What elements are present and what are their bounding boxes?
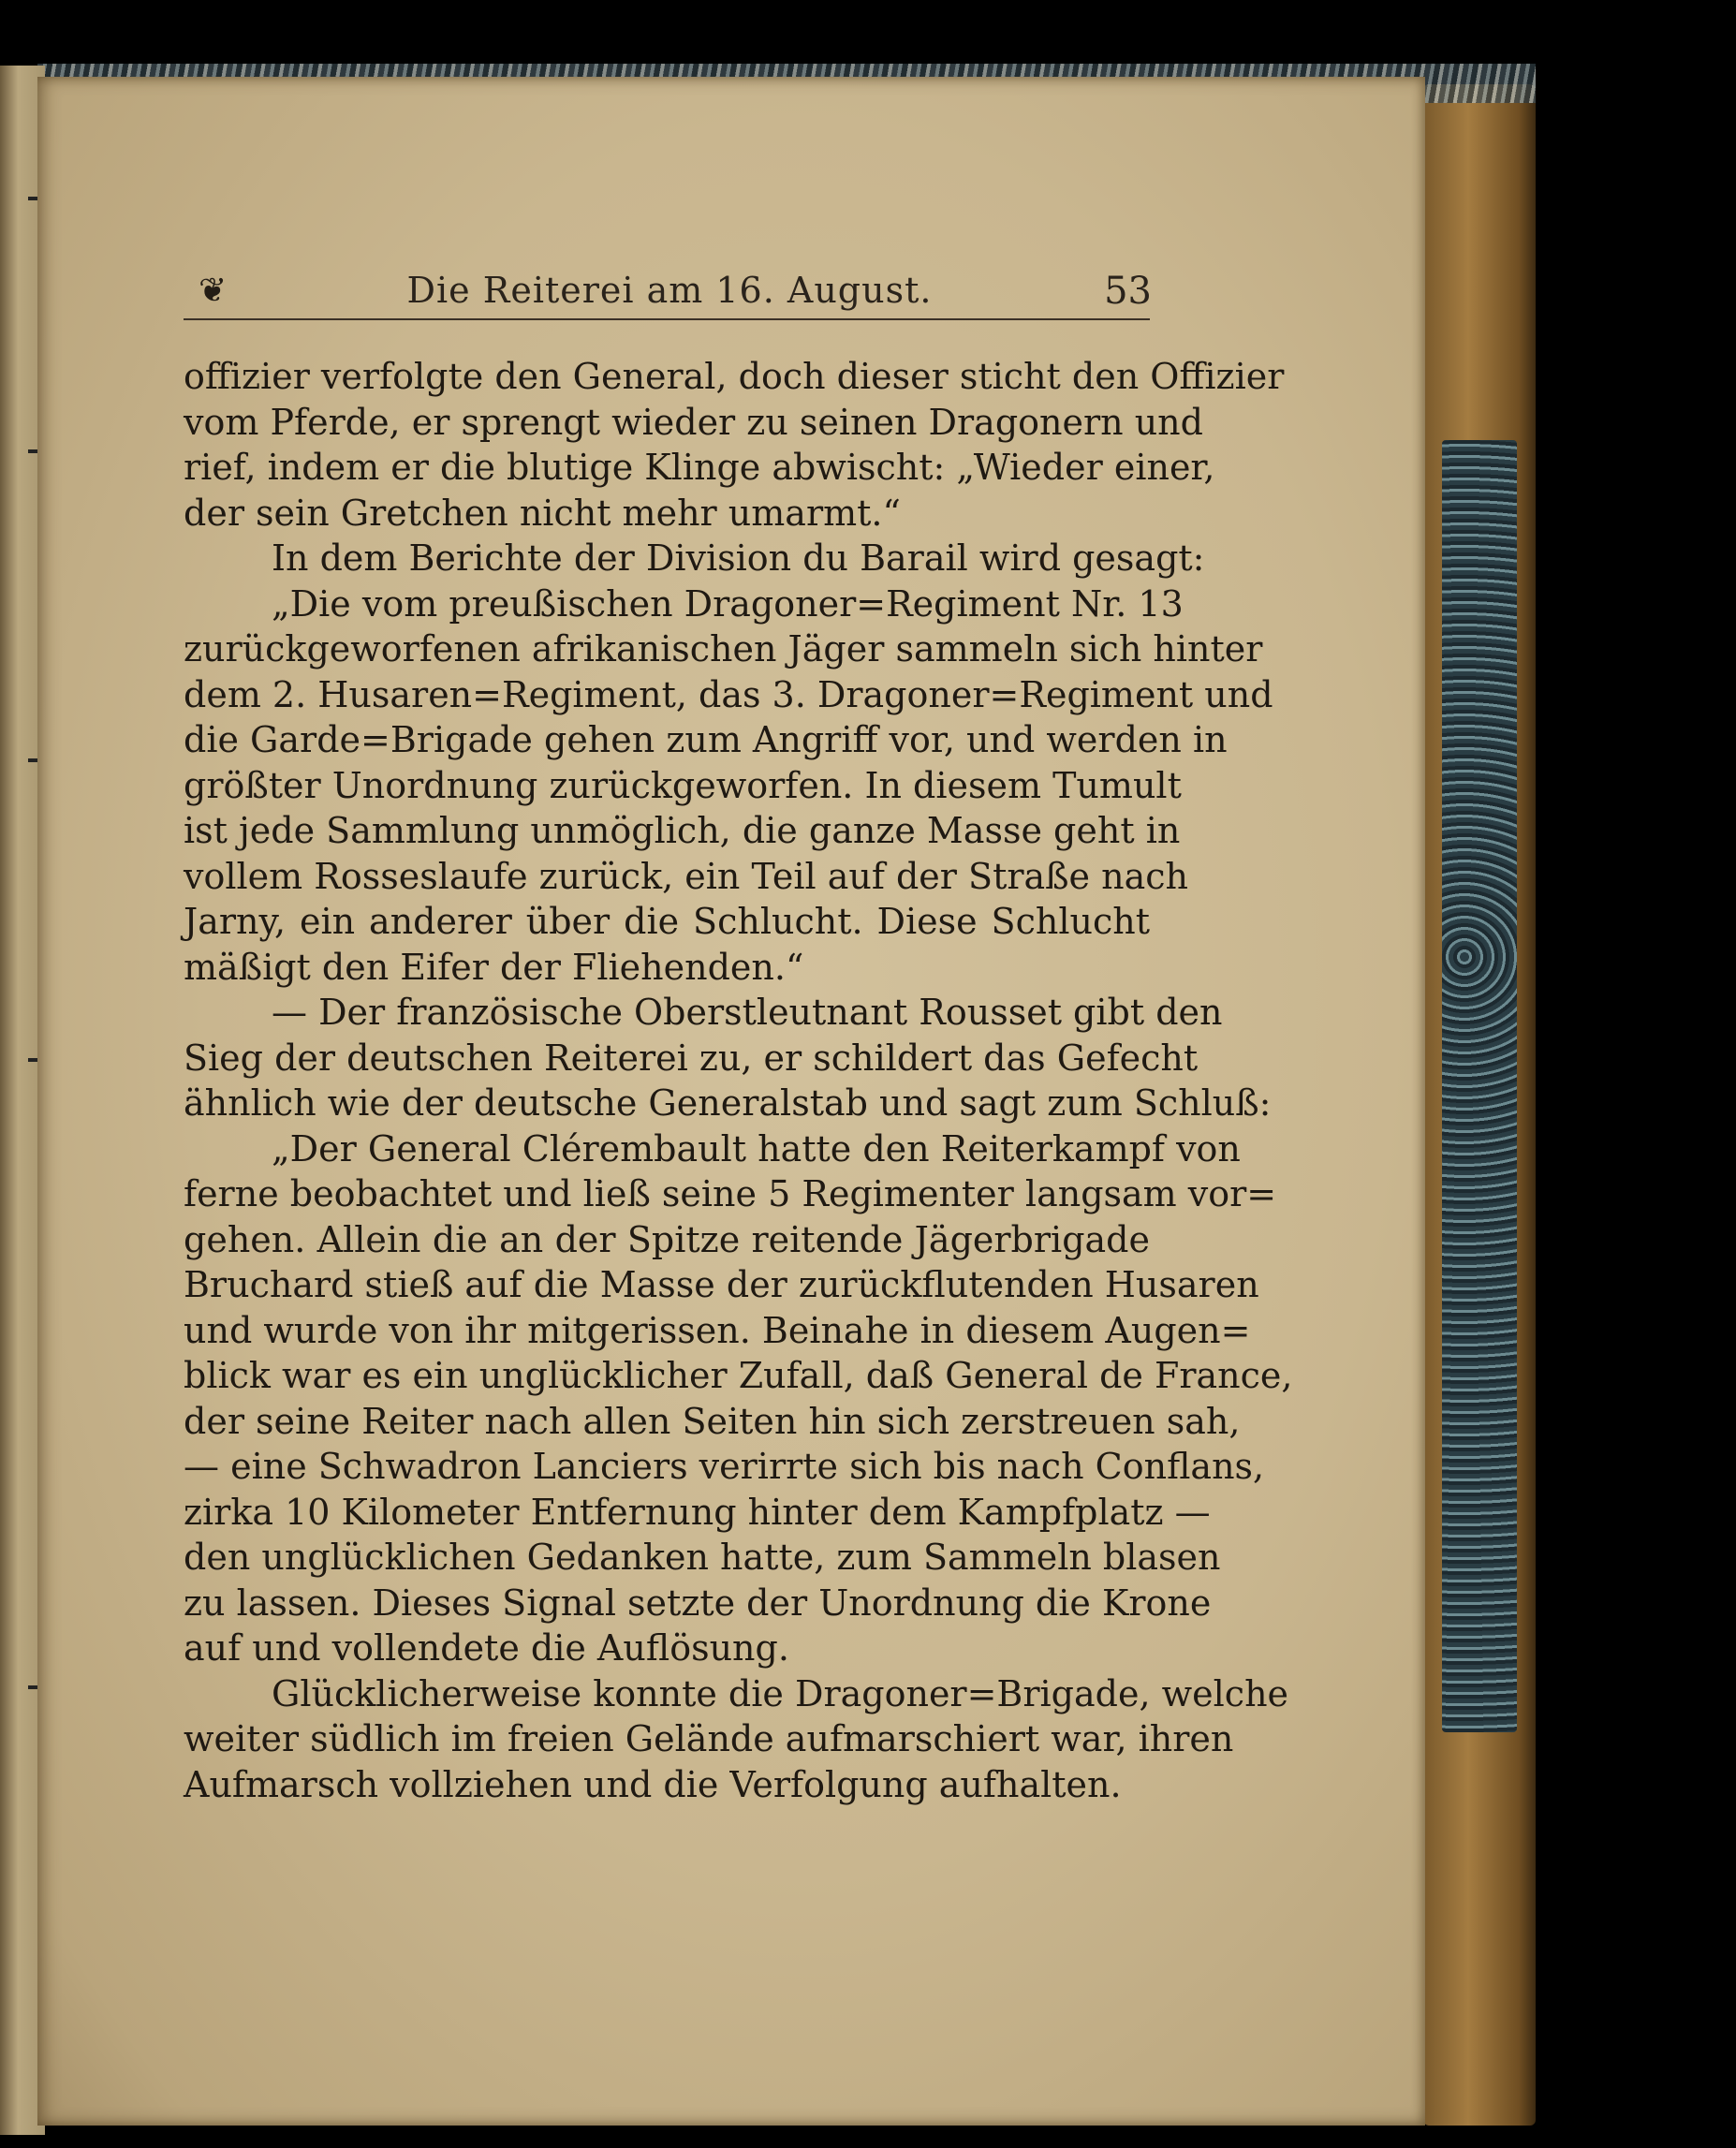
text-line: vollem Rosseslaufe zurück, ein Teil auf der Straße nach xyxy=(184,855,1188,897)
text-line: gehen. Allein die an der Spitze reitende Jägerbrigade xyxy=(184,1218,1150,1260)
text-line: „Der General Clérembault hatte den Reiterkampf von xyxy=(272,1127,1241,1170)
page-number: 53 xyxy=(1104,270,1152,313)
text-line: der sein Gretchen nicht mehr umarmt.“ xyxy=(184,492,901,534)
text-line: Glücklicherweise konnte die Dragoner=Brigade, welche xyxy=(272,1672,1289,1714)
body-text xyxy=(184,354,1293,1807)
text-line: ähnlich wie der deutsche Generalstab und sagt zum Schluß: xyxy=(184,1082,1272,1124)
text-line: Aufmarsch vollziehen und die Verfolgung aufhalten. xyxy=(184,1763,1122,1805)
text-line: rief, indem er die blutige Klinge abwischt: „Wieder einer, xyxy=(184,447,1215,488)
text-line: Bruchard stieß auf die Masse der zurückflutenden Husaren xyxy=(184,1264,1259,1305)
text-line: und wurde von ihr mitgerissen. Beinahe in diesem Augen= xyxy=(184,1309,1251,1351)
text-line: mäßigt den Eifer der Fliehenden.“ xyxy=(184,946,804,988)
header-rule xyxy=(184,318,1150,320)
running-header xyxy=(187,266,1152,320)
text-line: blick war es ein unglücklicher Zufall, daß General de France, xyxy=(184,1355,1293,1396)
text-line: — Der französische Oberstleutnant Rousset gibt den xyxy=(272,992,1223,1033)
text-line: Sieg der deutschen Reiterei zu, er schildert das Gefecht xyxy=(184,1037,1199,1079)
text-line: ist jede Sammlung unmöglich, die ganze Masse geht in xyxy=(184,810,1181,851)
text-line: der seine Reiter nach allen Seiten hin sich zerstreuen sah, xyxy=(184,1400,1241,1442)
text-line: offizier verfolgte den General, doch dieser sticht den Offizier xyxy=(184,356,1285,397)
text-line: Jarny, ein anderer über die Schlucht. Diese Schlucht xyxy=(184,901,1150,942)
text-line: zirka 10 Kilometer Entfernung hinter dem Kampfplatz — xyxy=(184,1491,1211,1533)
text-line: In dem Berichte der Division du Barail wird gesagt: xyxy=(272,537,1205,579)
text-line: dem 2. Husaren=Regiment, das 3. Dragoner=Regiment und xyxy=(184,673,1273,715)
ornament-mark: ❦ xyxy=(199,272,228,310)
running-title: Die Reiterei am 16. August. xyxy=(406,270,933,311)
text-line: „Die vom preußischen Dragoner=Regiment Nr. 13 xyxy=(272,582,1184,625)
text-line: vom Pferde, er sprengt wieder zu seinen Dragonern und xyxy=(184,401,1203,443)
text-line: zu lassen. Dieses Signal setzte der Unordnung die Krone xyxy=(184,1582,1212,1624)
marbled-endpaper xyxy=(1442,440,1517,1732)
text-line: weiter südlich im freien Gelände aufmarschiert war, ihren xyxy=(184,1718,1234,1759)
text-line: ferne beobachtet und ließ seine 5 Regimenter langsam vor= xyxy=(184,1173,1277,1214)
text-line: die Garde=Brigade gehen zum Angriff vor, und werden in xyxy=(184,719,1228,760)
text-line: den unglücklichen Gedanken hatte, zum Sammeln blasen xyxy=(184,1537,1221,1578)
text-line: auf und vollendete die Auflösung. xyxy=(184,1627,789,1669)
text-line: größter Unordnung zurückgeworfen. In diesem Tumult xyxy=(184,764,1182,806)
text-line: zurückgeworfenen afrikanischen Jäger sammeln sich hinter xyxy=(184,628,1263,669)
text-line: — eine Schwadron Lanciers verirrte sich bis nach Conflans, xyxy=(184,1446,1265,1487)
